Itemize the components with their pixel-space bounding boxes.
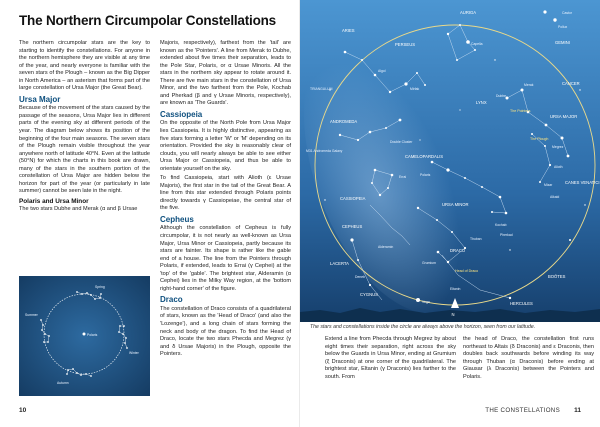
label-vega: Vega	[422, 300, 430, 304]
label-cassiopeia: CASSIOPEIA	[340, 196, 366, 201]
cassiopeia-paragraph-1: On the opposite of the North Pole from Ursa Major lies Cassiopeia. It is highly distinctive, appearing as five stars forming a letter 'W' or 'M' depending on its orientation. Provided the sky is reasonably clear of clouds, you will nearly always be able to see either Ursa Major or Cassiopeia, and thus be able to orientate yourself on the sky.	[160, 120, 291, 172]
polaris-star	[83, 333, 86, 336]
label-merak: Merak	[524, 83, 534, 87]
label-spring: Spring	[95, 285, 105, 289]
label-head-of-draco: Head of Draco	[455, 269, 479, 273]
right-paragraph-1: Extend a line from Phecda through Megrez by about eight times their separation, right across the sky below the Guards in Ursa Minor, ending at Grumium (ξ Draconis) at one corner of the quadrilateral. The brightest star, Eltanin (γ Draconis) lies farther to the south. From	[325, 336, 456, 380]
label-draco: DRACO	[450, 248, 466, 253]
label-perseus: PERSEUS	[395, 42, 416, 47]
label-grumium: Grumium	[422, 261, 436, 265]
label-pherkad: Pherkad	[500, 233, 513, 237]
pointers-paragraph: Majoris, respectively), farthest from the 'tail' are known as the 'Pointers'. A line from Merak to Dubhe, extended about five times their separation, leads to the Pole Star, Polaris, or α Ursae Minoris. All the stars in the northern sky appear to rotate around it. There are five main stars in the constellation of Ursa Minor, and the two farthest from the Pole, Kochab and Pherkad (β and γ Ursae Minoris, respectively), are known as 'The Guards'.	[160, 40, 291, 107]
label-hercules: HERCULES	[510, 301, 533, 306]
label-bootes: BOÖTES	[548, 274, 566, 279]
left-column-1	[19, 40, 150, 216]
right-column-2	[463, 336, 594, 381]
page-number-right: 11	[574, 407, 581, 414]
label-m31: M31 Andromeda Galaxy	[306, 149, 343, 153]
seasons-diagram-svg	[19, 276, 150, 396]
label-auriga: AURIGA	[460, 10, 477, 15]
seasons-diagram	[19, 276, 150, 396]
label-summer: Summer	[25, 313, 38, 317]
label-aries: ARIES	[342, 28, 355, 33]
label-pollux: Pollux	[558, 25, 568, 29]
label-cygnus: CYGNUS	[360, 292, 378, 297]
right-page	[300, 0, 600, 427]
label-thuban: Thuban	[470, 237, 482, 241]
label-gemini: GEMINI	[555, 40, 570, 45]
page-title: The Northern Circumpolar Constellations	[19, 13, 276, 28]
label-alioth: Alioth	[554, 165, 563, 169]
label-winter: Winter	[129, 351, 139, 355]
heading-cassiopeia: Cassiopeia	[160, 109, 203, 119]
map-caption: The stars and constellations inside the circle are always above the horizon, seen from our latitude.	[310, 324, 536, 330]
label-pointers: The Pointers	[510, 109, 531, 113]
label-north: N	[451, 312, 455, 317]
right-column-1	[325, 336, 456, 381]
heading-draco: Draco	[160, 295, 183, 305]
draco-paragraph: The constellation of Draco consists of a quadrilateral of stars, known as the 'Head of Draco' (and also the 'Lozenge'), and a long chain of stars forming the neck and body of the dragon. To find the Head of Draco, locate the two stars Phecda and Megrez (γ and δ Ursae Majoris) in the Plough, opposite the Pointers.	[160, 305, 291, 358]
label-deneb: Deneb	[355, 275, 365, 279]
label-kochab: Kochab	[495, 223, 507, 227]
label-cancer: CANCER	[562, 81, 580, 86]
label-ursa-minor: URSA MINOR	[442, 202, 469, 207]
label-camelopardalis: CAMELOPARDALIS	[405, 154, 444, 159]
cassiopeia-paragraph-2: To find Cassiopeia, start with Alioth (ε Ursae Majoris), the first star in the tail of the Great Bear. A line from this star extended through Polaris points directly towards γ Cassiopeiae, the central star of the five.	[160, 175, 291, 212]
label-alkaid: Alkaid	[550, 195, 560, 199]
label-mirfak: Mirfak	[410, 87, 420, 91]
label-the-plough: The Plough	[530, 137, 549, 141]
star-map	[300, 0, 600, 322]
label-andromeda: ANDROMEDA	[330, 119, 358, 124]
label-errai: Errai	[399, 175, 407, 179]
label-eltanin: Eltanin	[450, 287, 461, 291]
intro-paragraph: The northern circumpolar stars are the key to starting to identify the constellations. For anyone in the northern hemisphere they are visible at any time of the year, and nearly everyone is familiar with the seven stars of the Plough – known as the Big Dipper in North America – an asterism that forms part of the large constellation of Ursa Major (the Great Bear).	[19, 40, 150, 92]
label-ursa-major: URSA MAJOR	[550, 114, 578, 119]
running-head: THE CONSTELLATIONS	[485, 407, 560, 414]
label-megrez: Megrez	[552, 145, 564, 149]
polaris-paragraph: The two stars Dubhe and Merak (α and β Ursae	[19, 206, 138, 213]
label-autumn: Autumn	[57, 381, 69, 385]
label-alderamin: Alderamin	[378, 245, 394, 249]
ursa-major-paragraph: Because of the movement of the stars caused by the passage of the seasons, Ursa Major lies in different parts of the evening sky at different periods of the year. The diagram below shows its position of the beginning of the four main seasons. The seven stars of the Plough remain visible throughout the year anywhere north of latitude 40°N. Even at the latitude (50°N) for which the charts in this book are drawn, many of the stars in the southern portion of the constellation of Ursa Major are hidden below the horizon for part of the year (or particularly in late summer) cannot be seen late in the night.	[19, 105, 150, 195]
label-lynx: LYNX	[476, 100, 487, 105]
label-algol: Algol	[378, 69, 386, 73]
label-triangulum: TRIANGULUM	[310, 87, 333, 91]
label-polaris: Polaris	[87, 333, 98, 337]
label-mizar: Mizar	[544, 183, 553, 187]
label-cepheus: CEPHEUS	[342, 224, 363, 229]
heading-polaris: Polaris and Ursa Minor	[19, 197, 89, 205]
label-dubhe: Dubhe	[496, 94, 506, 98]
cepheus-paragraph: Although the constellation of Cepheus is fully circumpolar, it is not nearly as well-known as Ursa Major, Ursa Minor or Cassiopeia, partly because its stars are fainter. Its shape is rather like the gable end of a house. The line from the Pointers through Polaris, if extended, leads to Errai (γ Cephei) at the 'top' of the 'gable'. The brightest star, Alderamin (α Cephei) lies in the Milky Way region, at the 'bottom right-hand corner' of the figure.	[160, 225, 291, 292]
right-paragraph-2: the head of Draco, the constellation first runs northeast to Altais (δ Draconis) and ε Draconis, then doubles back southwards before winding its way through Thuban (α Draconis) before ending at Giausar (λ Draconis) between the Pointers and Polaris.	[463, 336, 594, 380]
label-castor: Castor	[562, 11, 572, 15]
heading-cepheus: Cepheus	[160, 214, 194, 224]
page-number-left: 10	[19, 407, 27, 414]
label-polaris-map: Polaris	[420, 173, 431, 177]
left-column-2	[160, 40, 291, 361]
heading-ursa-major: Ursa Major	[19, 94, 61, 104]
label-lacerta: LACERTA	[330, 261, 349, 266]
label-double-cluster: Double Cluster	[390, 140, 413, 144]
label-canes-venatici: CANES VENATICI	[565, 180, 600, 185]
label-capella: Capella	[471, 42, 483, 46]
